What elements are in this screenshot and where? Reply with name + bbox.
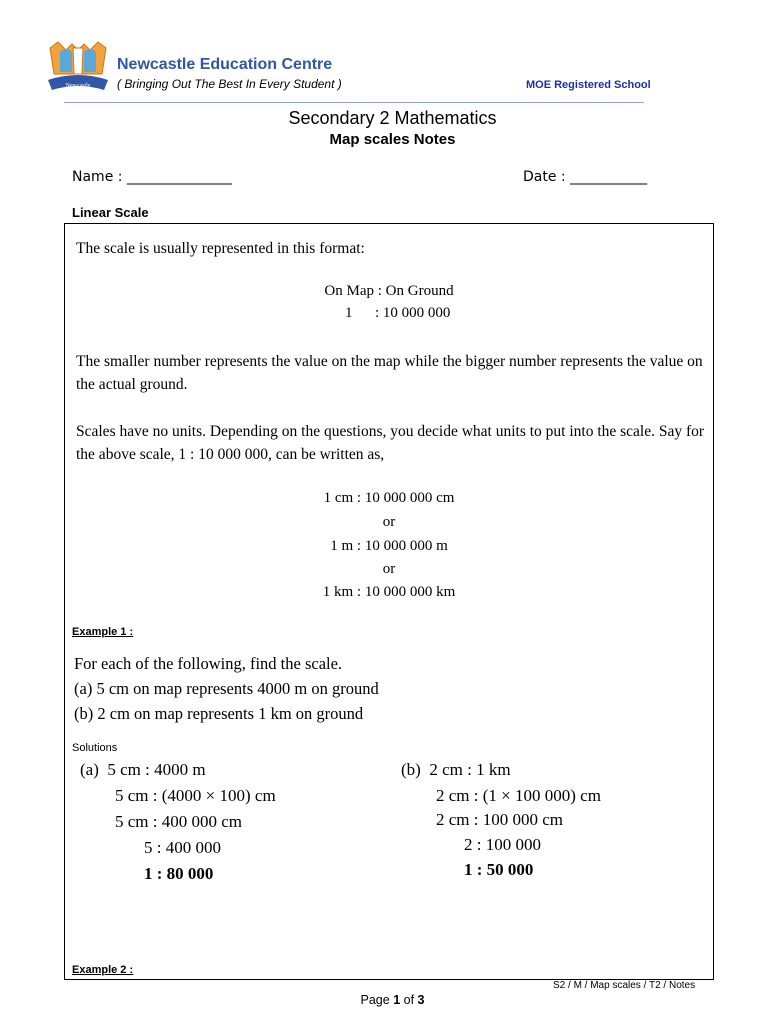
- format-line-2: 1 : 10 000 000: [345, 305, 451, 321]
- solution-b-answer: 1 : 50 000: [464, 860, 534, 879]
- name-field: Name : _______________: [72, 169, 232, 185]
- header-divider: [64, 102, 644, 103]
- solution-a-line: 5 : 400 000: [144, 838, 221, 857]
- date-field: Date : ___________: [523, 169, 648, 185]
- example-1-part-b: (b) 2 cm on map represents 1 km on ground: [74, 704, 364, 723]
- school-tagline: ( Bringing Out The Best In Every Student ): [117, 77, 342, 91]
- example-2-label: Example 2 :: [72, 964, 134, 976]
- equivalence-km: 1 km : 10 000 000 km: [322, 584, 456, 600]
- solution-b-line: (b) 2 cm : 1 km: [401, 760, 511, 779]
- page-subtitle: Map scales Notes: [329, 131, 456, 148]
- registration-label: MOE Registered School: [526, 79, 651, 91]
- equivalence-m: 1 m : 10 000 000 m: [330, 538, 448, 554]
- solution-a-line: (a) 5 cm : 4000 m: [80, 760, 206, 779]
- format-line-1: On Map : On Ground: [324, 283, 454, 299]
- paragraph-map-ground: The smaller number represents the value on the map while the bigger number represents the value on the actual ground.: [76, 353, 703, 393]
- solution-a-line: 5 cm : 400 000 cm: [115, 812, 243, 831]
- school-name: Newcastle Education Centre: [117, 56, 333, 73]
- solution-b-line: 2 : 100 000: [464, 835, 541, 854]
- example-1-part-a: (a) 5 cm on map represents 4000 m on ground: [74, 679, 379, 698]
- or-text-2: or: [382, 561, 396, 577]
- or-text-1: or: [382, 514, 396, 530]
- solution-a-line: 5 cm : (4000 × 100) cm: [115, 786, 276, 805]
- section-heading: Linear Scale: [72, 205, 149, 220]
- solution-b-line: 2 cm : (1 × 100 000) cm: [436, 786, 601, 805]
- solutions-label: Solutions: [72, 742, 118, 754]
- paragraph-no-units: Scales have no units. Depending on the questions, you decide what units to put into the scale. Say for the above scale, 1 : 10 000 000, can be written as,: [76, 423, 705, 463]
- document-code: S2 / M / Map scales / T2 / Notes: [553, 980, 696, 991]
- school-logo: [46, 36, 110, 100]
- solution-a-answer: 1 : 80 000: [144, 864, 214, 883]
- page-title: Secondary 2 Mathematics: [288, 108, 497, 128]
- example-1-label: Example 1 :: [72, 626, 134, 638]
- page-number: Page 1 of 3: [360, 993, 425, 1007]
- equivalence-cm: 1 cm : 10 000 000 cm: [323, 490, 455, 506]
- intro-text: The scale is usually represented in this format:: [76, 240, 365, 257]
- example-1-question: For each of the following, find the scale.: [74, 654, 343, 673]
- logo-text: Newcastle: [65, 83, 91, 89]
- solution-b-line: 2 cm : 100 000 cm: [436, 810, 564, 829]
